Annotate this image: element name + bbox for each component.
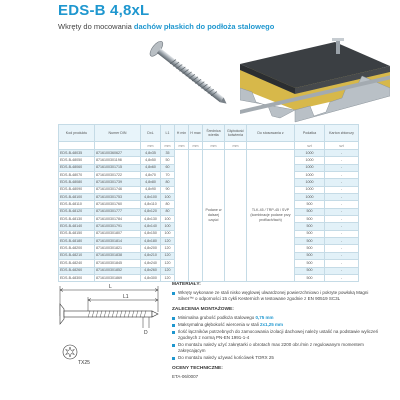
table-cell: 70 [161,172,175,179]
table-cell: EDS-B-48130 [59,216,95,223]
table-cell: 100 [161,194,175,201]
table-cell: EDS-B-48260 [59,267,95,274]
table-cell: EDS-B-48240 [59,260,95,267]
col-header: L1 [161,125,175,142]
table-cell: 120 [161,274,175,281]
table-cell: 500 [295,245,325,252]
table-cell: EDS-B-48180 [59,238,95,245]
subtitle-prefix: Wkręty do mocowania [58,22,134,31]
table-cell: 8716100301791 [95,223,141,230]
table-cell: - [325,194,359,201]
table-cell: - [325,216,359,223]
table-cell: - [325,260,359,267]
screw-product-image [148,40,243,118]
table-cell: 8716100301753 [95,194,141,201]
notes-section [172,282,382,380]
unit-cell: szt [325,142,359,150]
table-cell: 120 [161,245,175,252]
table-cell: 4,8x120 [141,208,161,215]
subtitle-highlight: dachów płaskich do podłoża stalowego [133,22,275,31]
table-cell: 35 [161,150,175,157]
table-cell: 50 [161,157,175,164]
table-cell: EDS-B-48100 [59,194,95,201]
table-cell: - [325,245,359,252]
item-text: Maksymalna głębokość wiercenia w stali [178,322,261,327]
table-cell: 100 [161,230,175,237]
table-cell: 8716100301821 [95,245,141,252]
table-cell: 4,8x140 [141,223,161,230]
table-cell [225,150,247,282]
col-header: H max [189,125,203,142]
list-item [172,322,382,328]
table-header-row [59,125,359,142]
table-cell: 60 [161,164,175,171]
table-cell: 4,8x35 [141,150,161,157]
table-cell: 8716100301739 [95,179,141,186]
unit-cell: mm [141,142,161,150]
table-cell: 4,8x200 [141,245,161,252]
table-cell: - [325,157,359,164]
table-cell: EDS-B-48140 [59,223,95,230]
col-header: Głębokość kotwienia [225,125,247,142]
col-header: Numer DIN [95,125,141,142]
table-cell: 8716100301814 [95,238,141,245]
table-cell: 8716100301715 [95,164,141,171]
table-cell: 1000 [295,157,325,164]
table-cell: - [325,274,359,281]
materials-list [172,290,382,302]
table-cell: - [325,179,359,186]
table-units-row [59,142,359,150]
materials-heading: MATERIAŁY: [172,282,201,287]
table-cell: - [325,267,359,274]
spec-table [58,124,359,282]
table-cell: 4,8x70 [141,172,161,179]
table-cell: 500 [295,216,325,223]
table-cell: 4,8x130 [141,216,161,223]
table-cell: EDS-B-48080 [59,179,95,186]
table-cell: 120 [161,260,175,267]
item-highlight: 0,75 mm [255,315,274,320]
table-cell: 8716100301845 [95,260,141,267]
unit-cell: mm [175,142,189,150]
table-cell: 8716100301760 [95,201,141,208]
table-row [59,150,359,157]
item-text: Do montażu należy użyć zakrętarki o obrotach max 2200 obr./min z regulowanym momentem zakręcającym [178,342,364,353]
table-cell: EDS-B-48070 [59,172,95,179]
table-cell: 500 [295,252,325,259]
col-header: H min [175,125,189,142]
table-cell: EDS-B-48035 [59,150,95,157]
table-cell: EDS-B-48150 [59,230,95,237]
table-cell: 1000 [295,150,325,157]
table-cell: - [325,150,359,157]
table-cell: 80 [161,179,175,186]
item-text: Do montażu należy używać końcówek TORX 25 [178,355,274,360]
col-header: Do stosowania z [247,125,295,142]
table-cell: 4,8x240 [141,260,161,267]
table-cell: EDS-B-48200 [59,245,95,252]
table-cell: 90 [161,186,175,193]
table-cell: 500 [295,260,325,267]
table-cell: EDS-B-48050 [59,157,95,164]
table-cell: EDS-B-48120 [59,208,95,215]
install-list [172,315,382,361]
table-cell: 8716100360627 [95,150,141,157]
table-cell: EDS-B-48060 [59,164,95,171]
table-cell: 4,8x50 [141,157,161,164]
table-cell: - [325,208,359,215]
table-cell: 500 [295,230,325,237]
list-item [172,342,382,354]
col-header: DxL [141,125,161,142]
table-cell: 8716100301869 [95,274,141,281]
table-cell: 500 [295,238,325,245]
table-cell: 8716100301722 [95,172,141,179]
table-cell: 1000 [295,186,325,193]
table-cell: 4,8x100 [141,194,161,201]
list-item [172,355,382,361]
unit-cell: szt [295,142,325,150]
col-header: Kod produktu [59,125,95,142]
table-cell: 80 [161,201,175,208]
table-cell: 1000 [295,194,325,201]
table-cell: 8716100301198 [95,157,141,164]
table-cell: 4,8x110 [141,201,161,208]
item-text: Minimalna grubość podłoża stalowego [178,315,256,320]
table-cell: 500 [295,274,325,281]
table-cell: 8716100301784 [95,216,141,223]
table-cell: - [325,223,359,230]
torx-drive-icon [63,345,77,359]
dim-d-label: D [144,330,148,336]
unit-cell: mm [189,142,203,150]
table-cell: 1000 [295,172,325,179]
unit-cell: mm [161,142,175,150]
table-cell [189,150,203,282]
unit-cell [59,142,95,150]
table-cell: Podane w dalszej części [203,150,225,282]
table-cell: 4,8x150 [141,230,161,237]
table-cell: - [325,186,359,193]
table-cell: 4,8x260 [141,267,161,274]
dim-l1-label: L1 [123,294,129,300]
table-cell: - [325,164,359,171]
page-title: EDS-B 4,8xL [58,2,150,19]
item-highlight: 2x1,25 mm [260,322,284,327]
table-cell: 4,8x90 [141,186,161,193]
col-header: Średnica wiertła [203,125,225,142]
install-heading: ZALECENIA MONTAŻOWE: [172,307,234,312]
table-cell: 1000 [295,164,325,171]
table-cell: - [325,230,359,237]
table-cell: 500 [295,267,325,274]
list-item [172,315,382,321]
table-cell: 4,8x60 [141,164,161,171]
unit-cell [247,142,295,150]
table-cell: 1000 [295,179,325,186]
table-cell: - [325,201,359,208]
unit-cell: mm [225,142,247,150]
dim-l-label: L [109,284,112,290]
table-cell: 8716100301838 [95,252,141,259]
table-cell: 120 [161,267,175,274]
table-cell: EDS-B-48300 [59,274,95,281]
table-cell: - [325,238,359,245]
roof-section-illustration [240,30,390,125]
table-cell: EDS-B-48090 [59,186,95,193]
table-cell: 100 [161,223,175,230]
tech-heading: OCENY TECHNICZNE: [172,366,223,371]
table-cell: 4,8x80 [141,179,161,186]
table-cell: - [325,252,359,259]
table-cell: 80 [161,208,175,215]
table-cell: 500 [295,201,325,208]
table-cell: 4,8x180 [141,238,161,245]
unit-cell [95,142,141,150]
col-header: Karton zbiorczy [325,125,359,142]
table-cell: 120 [161,252,175,259]
screw-dimension-diagram [58,282,168,382]
table-cell: 8716100301852 [95,267,141,274]
list-item: Wkręty wykonane ze stali nisko węglowej ulwardzonej powierzchniowo i pokryte powłoką Magni Silver™ o odporności 15 cykli Kesternich w testowane zgodnie z EN 90519 SC3L [172,290,382,302]
drive-label: TX25 [78,360,90,366]
table-cell: 4,8x300 [141,274,161,281]
table-cell: TLK-45 / TRP-45 / SVP (kombinacje podane przy profilach/tach) [247,150,295,282]
table-cell: EDS-B-48110 [59,201,95,208]
table-cell [175,150,189,282]
table-cell: 8716100301746 [95,186,141,193]
table-cell: EDS-B-48210 [59,252,95,259]
table-cell: 8716100301807 [95,230,141,237]
table-cell: - [325,172,359,179]
list-item [172,329,382,341]
table-cell: 4,8x210 [141,252,161,259]
tech-approval: ETA-06/0007 [172,374,199,379]
item-text: Ilość łączników potrzebnych do zamocowania izolacji dachowej należy ustalić na podstawie wyliczeń zgodnych z normą PN-EN 1991-1-4 [178,329,379,340]
table-cell: 500 [295,223,325,230]
table-cell: 120 [161,238,175,245]
col-header: Podatka [295,125,325,142]
unit-cell: mm [203,142,225,150]
table-cell: 100 [161,216,175,223]
table-cell: 8716100301777 [95,208,141,215]
table-cell: 500 [295,208,325,215]
